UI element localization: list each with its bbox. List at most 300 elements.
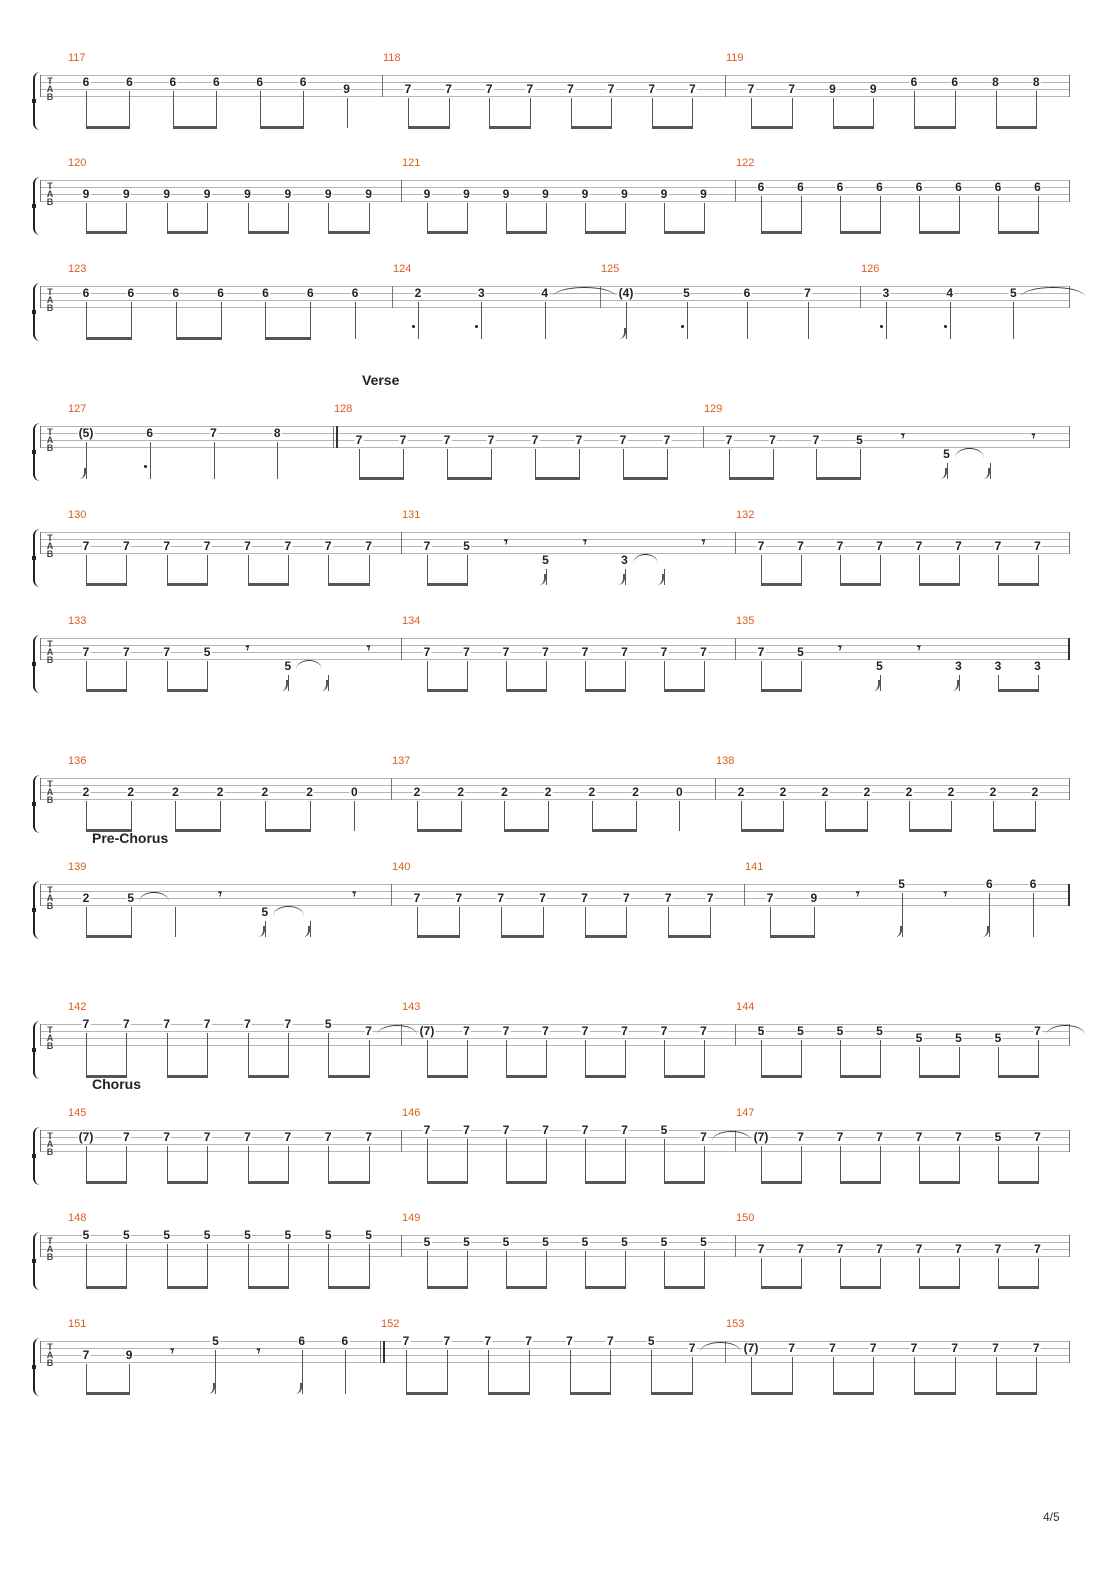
- note-stem: [959, 196, 960, 233]
- tab-clef-letter: B: [46, 549, 54, 559]
- fret-number: 7: [581, 1024, 589, 1038]
- note-stem: [506, 203, 507, 233]
- fret-number: 7: [769, 433, 776, 447]
- measure-number: 117: [68, 52, 86, 64]
- measure-number: 120: [68, 157, 87, 169]
- eighth-beam: [816, 477, 861, 480]
- fret-number: 7: [82, 1017, 90, 1031]
- fret-number: 6: [256, 75, 264, 89]
- fret-number: 7: [955, 539, 962, 553]
- note-stem: [625, 203, 626, 233]
- note-stem: [801, 196, 802, 233]
- tab-clef-letter: B: [46, 1252, 54, 1262]
- fret-number: 5: [660, 1123, 668, 1137]
- note-stem: [459, 907, 460, 937]
- fret-number: 7: [876, 539, 883, 553]
- staff-line: [40, 194, 1069, 195]
- note-stem: [467, 1040, 468, 1077]
- eighth-flag: [281, 680, 288, 691]
- note-stem: [801, 1146, 802, 1183]
- eighth-beam: [998, 1286, 1039, 1289]
- fret-number: 5: [994, 1031, 1002, 1045]
- barline-start: [40, 1130, 41, 1152]
- note-stem: [919, 555, 920, 585]
- fret-number: 6: [82, 286, 90, 300]
- staff-line: [40, 659, 1069, 660]
- eighth-beam: [919, 1181, 960, 1184]
- note-stem: [825, 801, 826, 831]
- fret-number: 0: [350, 785, 358, 799]
- fret-number: 7: [123, 645, 130, 659]
- fret-number: 5: [797, 1024, 804, 1038]
- note-stem: [761, 1040, 762, 1077]
- barline-start: [40, 426, 41, 448]
- eighth-beam: [86, 689, 127, 692]
- note-stem: [86, 661, 87, 691]
- fret-number: 6: [298, 1334, 306, 1348]
- fret-number: 7: [487, 433, 495, 447]
- fret-number: 5: [324, 1017, 332, 1031]
- tab-clef-letter: T: [47, 639, 53, 649]
- note-stem: [129, 91, 130, 128]
- fret-number: 5: [581, 1235, 589, 1249]
- note-stem: [625, 1040, 626, 1077]
- tab-clef-letter: A: [46, 541, 54, 551]
- fret-number: 6: [351, 286, 359, 300]
- note-stem: [167, 1244, 168, 1288]
- note-stem: [792, 1357, 793, 1394]
- barline-start: [40, 75, 41, 97]
- eighth-beam: [825, 829, 868, 832]
- eighth-beam: [996, 1392, 1038, 1395]
- section-label: Verse: [362, 372, 400, 388]
- fret-number: 5: [797, 645, 804, 659]
- fret-number: 5: [284, 1228, 292, 1242]
- note-stem: [86, 302, 87, 339]
- tab-clef-letter: T: [47, 1342, 53, 1352]
- note-stem: [801, 1040, 802, 1077]
- fret-number: 7: [463, 1123, 470, 1137]
- eighth-beam: [248, 231, 289, 234]
- measure-number: 139: [68, 861, 87, 873]
- note-stem: [955, 91, 956, 128]
- eighth-rest: 𝄾: [943, 885, 948, 902]
- fret-number: 7: [836, 1130, 844, 1144]
- tie-arc: [712, 1131, 752, 1141]
- eighth-beam: [427, 583, 468, 586]
- staff-line: [40, 300, 1069, 301]
- fret-number: 2: [905, 785, 913, 799]
- note-stem: [840, 1258, 841, 1288]
- note-stem: [447, 449, 448, 479]
- fret-number: 7: [525, 1334, 532, 1348]
- fret-number: 5: [660, 1235, 668, 1249]
- eighth-rest: 𝄾: [701, 533, 706, 550]
- note-stem: [86, 1033, 87, 1077]
- barline: [401, 638, 402, 660]
- fret-number: 7: [210, 426, 217, 440]
- note-stem: [248, 1146, 249, 1183]
- note-stem: [668, 907, 669, 937]
- fret-number: 2: [82, 891, 90, 905]
- fret-number: 5: [915, 1031, 923, 1045]
- note-stem: [664, 203, 665, 233]
- eighth-beam: [535, 477, 580, 480]
- note-stem: [951, 801, 952, 831]
- barline-start: [40, 1024, 41, 1046]
- note-stem: [207, 555, 208, 585]
- tab-clef-letter: A: [46, 1350, 54, 1360]
- note-stem: [610, 1350, 611, 1394]
- note-stem: [585, 1139, 586, 1183]
- eighth-beam: [427, 1181, 468, 1184]
- fret-number: 6: [146, 426, 154, 440]
- fret-number: 7: [82, 645, 90, 659]
- note-stem: [126, 203, 127, 233]
- note-stem: [303, 91, 304, 128]
- tab-clef-letter: T: [47, 76, 53, 86]
- note-stem: [585, 907, 586, 937]
- fret-number: 2: [632, 785, 639, 799]
- fret-number: 2: [821, 785, 829, 799]
- staff-line: [40, 1045, 1069, 1046]
- staff-line: [40, 778, 1069, 779]
- note-stem: [215, 1350, 216, 1394]
- eighth-beam: [623, 477, 668, 480]
- fret-number: 5: [836, 1024, 844, 1038]
- tab-clef-letter: A: [46, 84, 54, 94]
- tab-clef-letter: B: [46, 303, 54, 313]
- fret-number: 7: [955, 1130, 962, 1144]
- note-stem: [704, 203, 705, 233]
- fret-number: 7: [1034, 1024, 1041, 1038]
- note-stem: [880, 675, 881, 691]
- barline: [401, 1130, 402, 1152]
- eighth-beam: [86, 231, 127, 234]
- fret-number: 5: [82, 1228, 90, 1242]
- fret-number: 7: [163, 645, 171, 659]
- eighth-beam: [504, 829, 549, 832]
- tab-clef-letter: T: [47, 1131, 53, 1141]
- note-stem: [692, 1357, 693, 1394]
- fret-number: 7: [423, 645, 431, 659]
- double-barline: [336, 426, 338, 448]
- note-stem: [1013, 302, 1014, 339]
- note-stem: [993, 801, 994, 831]
- rhythm-dot: [944, 325, 947, 328]
- staff-line: [40, 433, 1069, 434]
- staff-line: [40, 799, 1069, 800]
- measure-number: 127: [68, 403, 87, 415]
- eighth-beam: [488, 1392, 530, 1395]
- staff-line: [40, 645, 1069, 646]
- note-stem: [369, 1146, 370, 1183]
- note-stem: [998, 1146, 999, 1183]
- note-stem: [369, 1040, 370, 1077]
- fret-number: 7: [455, 891, 463, 905]
- fret-number: 6: [951, 75, 959, 89]
- eighth-beam: [664, 231, 705, 234]
- eighth-beam: [167, 583, 208, 586]
- eighth-flag: [940, 468, 947, 479]
- fret-number: 6: [341, 1334, 349, 1348]
- fret-number: 5: [898, 877, 905, 891]
- note-stem: [919, 196, 920, 233]
- fret-number: 7: [607, 1334, 614, 1348]
- note-stem: [873, 1357, 874, 1394]
- measure-number: 130: [68, 509, 87, 521]
- note-stem: [808, 302, 809, 339]
- fret-number: 7: [951, 1341, 959, 1355]
- barline-start: [40, 1235, 41, 1257]
- fret-number: 7: [623, 891, 630, 905]
- note-stem: [126, 661, 127, 691]
- note-stem: [167, 1146, 168, 1183]
- fret-number: 7: [324, 539, 332, 553]
- note-stem: [840, 555, 841, 585]
- fret-number: 9: [163, 187, 171, 201]
- note-stem: [1036, 91, 1037, 128]
- note-stem: [1033, 893, 1034, 937]
- note-stem: [886, 302, 887, 339]
- eighth-beam: [664, 1075, 705, 1078]
- barline-end: [1069, 1235, 1070, 1257]
- note-stem: [959, 675, 960, 691]
- fret-number: 7: [915, 1242, 923, 1256]
- fret-number: 6: [836, 180, 844, 194]
- fret-number: 7: [660, 645, 668, 659]
- fret-number: 7: [994, 539, 1002, 553]
- note-stem: [626, 907, 627, 937]
- eighth-flag: [982, 926, 989, 937]
- fret-number: 7: [365, 539, 372, 553]
- eighth-beam: [761, 583, 802, 586]
- note-stem: [833, 98, 834, 128]
- fret-number: 2: [863, 785, 871, 799]
- fret-number: 7: [757, 539, 765, 553]
- fret-number: 5: [127, 891, 135, 905]
- note-stem: [664, 1251, 665, 1288]
- note-stem: [288, 1146, 289, 1183]
- eighth-beam: [86, 1392, 130, 1395]
- staff-line: [40, 1256, 1069, 1257]
- fret-number: 7: [757, 645, 765, 659]
- note-stem: [310, 801, 311, 831]
- fret-number: 7: [915, 539, 923, 553]
- barline-start: [40, 180, 41, 202]
- fret-number: 6: [994, 180, 1002, 194]
- eighth-beam: [427, 689, 468, 692]
- note-stem: [687, 302, 688, 339]
- fret-number: 9: [463, 187, 470, 201]
- note-stem: [530, 98, 531, 128]
- note-stem: [867, 801, 868, 831]
- note-stem: [625, 1139, 626, 1183]
- barline-end: [1069, 75, 1070, 97]
- barline: [860, 286, 861, 308]
- eighth-beam: [833, 1392, 875, 1395]
- fret-number: 9: [621, 187, 628, 201]
- note-stem: [1038, 1258, 1039, 1288]
- staff-line: [40, 785, 1069, 786]
- fret-number: 7: [163, 1017, 171, 1031]
- note-stem: [880, 555, 881, 585]
- measure-number: 133: [68, 615, 87, 627]
- note-stem: [150, 442, 151, 479]
- note-stem: [86, 1244, 87, 1288]
- eighth-rest: 𝄾: [583, 533, 587, 550]
- note-stem: [664, 569, 665, 585]
- tab-clef-letter: B: [46, 655, 54, 665]
- fret-number: 7: [836, 1242, 844, 1256]
- fret-number: 5: [683, 286, 690, 300]
- fret-number: 7: [324, 1130, 332, 1144]
- tie-arc: [273, 906, 304, 916]
- note-stem: [86, 1364, 87, 1394]
- fret-number: 5: [365, 1228, 372, 1242]
- fret-number: 2: [261, 785, 269, 799]
- note-stem: [506, 1139, 507, 1183]
- note-stem: [449, 98, 450, 128]
- note-stem: [998, 1047, 999, 1077]
- fret-number: 7: [463, 1024, 470, 1038]
- note-stem: [354, 801, 355, 831]
- fret-number: 7: [423, 539, 431, 553]
- eighth-beam: [585, 231, 626, 234]
- fret-number: 9: [660, 187, 668, 201]
- note-stem: [761, 661, 762, 691]
- fret-number: 7: [700, 1130, 707, 1144]
- note-stem: [328, 675, 329, 691]
- eighth-rest: 𝄾: [352, 885, 357, 902]
- fret-number: 7: [567, 82, 574, 96]
- note-stem: [417, 801, 418, 831]
- eighth-beam: [919, 583, 960, 586]
- note-stem: [129, 1364, 130, 1394]
- note-stem: [467, 1139, 468, 1183]
- note-stem: [592, 801, 593, 831]
- eighth-beam: [751, 126, 793, 129]
- eighth-beam: [571, 126, 613, 129]
- eighth-beam: [729, 477, 774, 480]
- fret-number: 6: [127, 286, 135, 300]
- fret-number: (7): [743, 1341, 759, 1355]
- eighth-beam: [506, 231, 547, 234]
- tab-clef-letter: A: [46, 1139, 54, 1149]
- note-stem: [751, 1357, 752, 1394]
- note-stem: [840, 1146, 841, 1183]
- measure-number: 119: [726, 52, 744, 64]
- tab-clef-letter: B: [46, 1358, 54, 1368]
- fret-number: 7: [244, 1017, 251, 1031]
- measure-number: 123: [68, 263, 87, 275]
- eighth-rest: 𝄾: [917, 639, 921, 656]
- note-stem: [625, 1251, 626, 1288]
- fret-number: (7): [78, 1130, 94, 1144]
- note-stem: [427, 555, 428, 585]
- note-stem: [950, 302, 951, 339]
- eighth-beam: [447, 477, 492, 480]
- measure-number: 131: [402, 509, 421, 521]
- fret-number: (7): [753, 1130, 769, 1144]
- tab-system: [0, 861, 1110, 941]
- eighth-beam: [175, 829, 221, 832]
- fret-number: 9: [810, 891, 818, 905]
- fret-number: 7: [664, 891, 672, 905]
- note-stem: [761, 1146, 762, 1183]
- eighth-rest: 𝄾: [1031, 427, 1036, 444]
- rhythm-dot: [144, 465, 147, 468]
- staff-line: [40, 89, 1069, 90]
- fret-number: 9: [700, 187, 707, 201]
- fret-number: 7: [910, 1341, 918, 1355]
- fret-number: 6: [217, 286, 224, 300]
- fret-number: 9: [203, 187, 211, 201]
- note-stem: [359, 449, 360, 479]
- note-stem: [501, 907, 502, 937]
- fret-number: 7: [869, 1341, 877, 1355]
- note-stem: [860, 449, 861, 479]
- note-stem: [86, 801, 87, 831]
- tab-clef-letter: B: [46, 1041, 54, 1051]
- fret-number: 7: [581, 1123, 589, 1137]
- tab-system: [0, 615, 1110, 695]
- fret-number: 7: [423, 1123, 431, 1137]
- eighth-flag: [657, 574, 664, 585]
- tab-system: [0, 1001, 1110, 1081]
- tab-clef-letter: T: [47, 885, 53, 895]
- fret-number: 2: [947, 785, 955, 799]
- eighth-beam: [998, 231, 1039, 234]
- fret-number: 6: [743, 286, 751, 300]
- barline: [735, 638, 736, 660]
- note-stem: [571, 98, 572, 128]
- barline-end: [1069, 426, 1070, 448]
- eighth-beam: [328, 1075, 369, 1078]
- fret-number: 5: [542, 1235, 549, 1249]
- fret-number: 7: [526, 82, 534, 96]
- double-barline: [1068, 884, 1070, 906]
- fret-number: 7: [123, 1017, 130, 1031]
- note-stem: [427, 661, 428, 691]
- measure-number: 124: [393, 263, 412, 275]
- note-stem: [302, 1350, 303, 1394]
- note-stem: [816, 449, 817, 479]
- barline: [735, 532, 736, 554]
- note-stem: [741, 801, 742, 831]
- note-stem: [585, 203, 586, 233]
- tie-arc: [1021, 287, 1085, 297]
- tab-clef-letter: A: [46, 893, 54, 903]
- fret-number: 2: [588, 785, 596, 799]
- note-stem: [840, 196, 841, 233]
- tie-arc: [1046, 1025, 1086, 1035]
- fret-number: 7: [581, 891, 588, 905]
- fret-number: 7: [203, 1017, 211, 1031]
- fret-number: 7: [163, 539, 171, 553]
- fret-number: 7: [706, 891, 714, 905]
- fret-number: 7: [581, 645, 589, 659]
- tie-arc: [553, 287, 616, 297]
- note-stem: [914, 1357, 915, 1394]
- eighth-rest: 𝄾: [901, 427, 905, 444]
- note-stem: [265, 302, 266, 339]
- measure-number: 137: [392, 755, 411, 767]
- note-stem: [427, 1251, 428, 1288]
- note-stem: [248, 555, 249, 585]
- fret-number: 7: [484, 1334, 492, 1348]
- note-stem: [461, 801, 462, 831]
